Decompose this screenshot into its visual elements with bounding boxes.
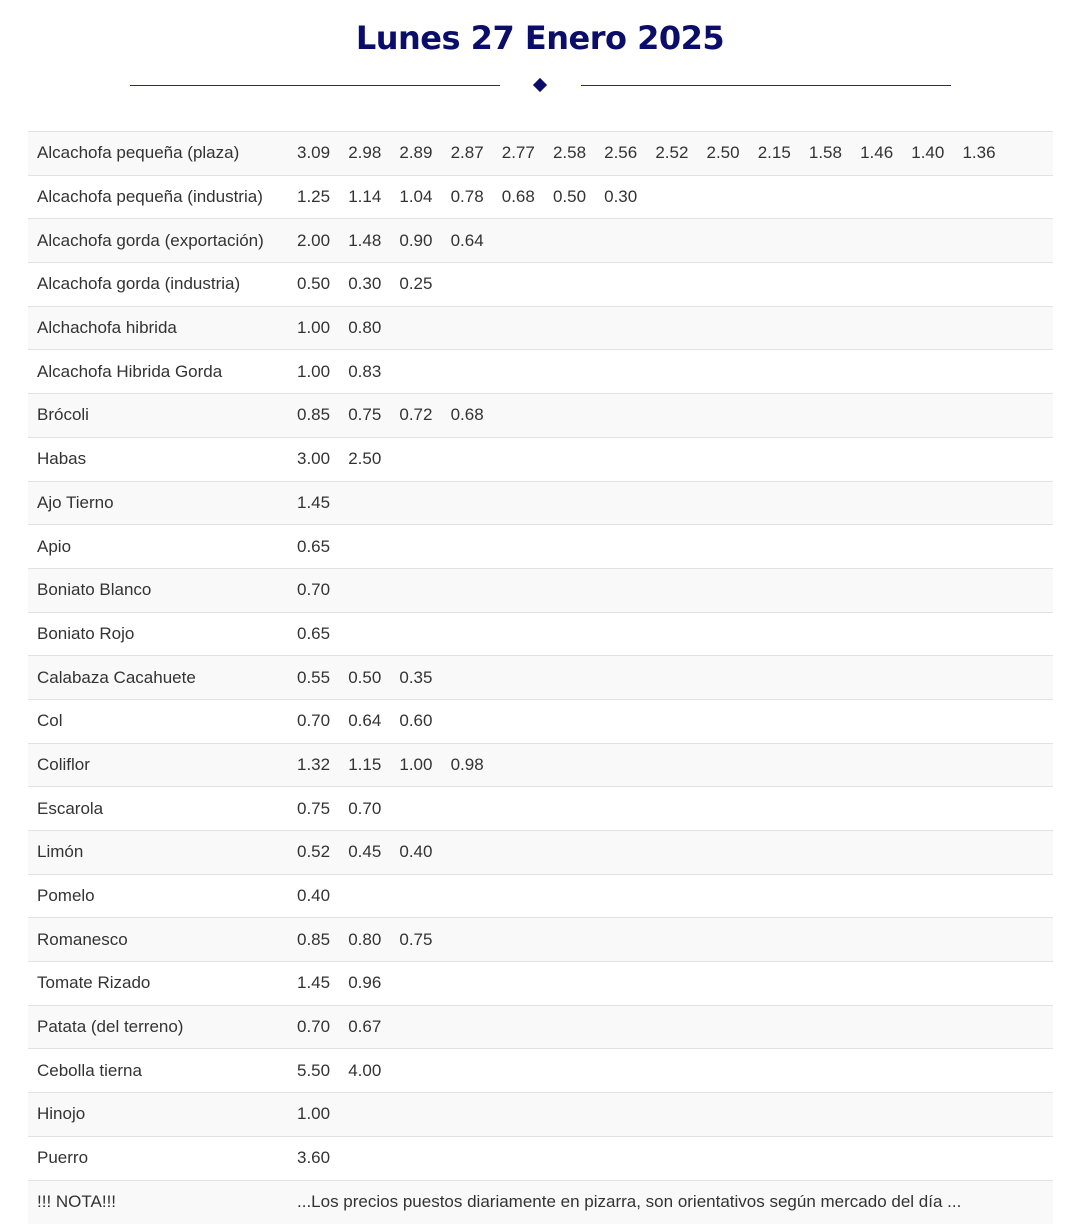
price-value: 0.30 [348, 274, 382, 294]
price-value: 2.52 [655, 143, 689, 163]
price-value: 2.56 [604, 143, 638, 163]
table-row [28, 962, 1053, 1006]
product-name: Calabaza Cacahuete [28, 656, 297, 700]
price-value: 0.50 [552, 187, 587, 207]
price-value: 2.98 [348, 143, 382, 163]
price-list [297, 743, 1053, 787]
table-row [28, 787, 1053, 831]
price-list [297, 219, 1053, 263]
product-name: Alcachofa pequeña (industria) [28, 175, 297, 219]
table-row [28, 437, 1053, 481]
product-name: Alcachofa gorda (industria) [28, 263, 297, 307]
price-value: 2.00 [297, 230, 331, 250]
price-value: 2.50 [706, 143, 740, 163]
price-list [297, 263, 1053, 307]
table-row [28, 175, 1053, 219]
product-name: Boniato Rojo [28, 612, 297, 656]
price-value: 0.78 [450, 187, 484, 207]
price-value: 0.85 [297, 929, 331, 949]
table-row [28, 831, 1053, 875]
price-value: 1.32 [297, 754, 331, 774]
price-value: 1.00 [297, 1104, 331, 1124]
price-list [297, 525, 1053, 569]
diamond-icon [533, 78, 547, 92]
table-row [28, 481, 1053, 525]
price-value: 2.15 [757, 143, 791, 163]
price-value: 2.87 [450, 143, 484, 163]
price-value: 1.45 [297, 973, 331, 993]
price-value: 1.48 [348, 230, 382, 250]
product-name: Alcachofa gorda (exportación) [28, 219, 297, 263]
price-value: 0.68 [450, 405, 484, 425]
table-row [28, 568, 1053, 612]
product-name: Alcachofa Hibrida Gorda [28, 350, 297, 394]
price-value: 0.52 [297, 842, 331, 862]
price-list [297, 437, 1053, 481]
price-value: 0.67 [348, 1017, 382, 1037]
price-value: 0.30 [604, 187, 638, 207]
price-list [297, 350, 1053, 394]
product-name: Coliflor [28, 743, 297, 787]
product-name: Alcachofa pequeña (plaza) [28, 132, 297, 176]
price-value: 0.90 [399, 230, 433, 250]
price-value: 1.45 [297, 492, 331, 512]
product-name: Hinojo [28, 1093, 297, 1137]
product-name: Boniato Blanco [28, 568, 297, 612]
table-row [28, 1005, 1053, 1049]
title-divider-left [130, 85, 500, 86]
price-value: 0.85 [297, 405, 331, 425]
price-list [297, 918, 1053, 962]
price-value: 2.77 [501, 143, 535, 163]
price-value: 3.09 [297, 143, 331, 163]
price-value: 5.50 [297, 1060, 331, 1080]
table-row [28, 219, 1053, 263]
note-label: !!! NOTA!!! [28, 1180, 297, 1224]
price-list [297, 306, 1053, 350]
product-name: Cebolla tierna [28, 1049, 297, 1093]
table-row [28, 394, 1053, 438]
price-value: 0.45 [348, 842, 382, 862]
price-list [297, 1093, 1053, 1137]
price-value: 1.58 [808, 143, 842, 163]
price-value: 0.50 [297, 274, 331, 294]
product-name: Escarola [28, 787, 297, 831]
price-list [297, 656, 1053, 700]
price-value: 1.04 [399, 187, 433, 207]
price-list [297, 175, 1053, 219]
price-table [28, 131, 1053, 1224]
price-value: 1.00 [399, 754, 433, 774]
price-value: 0.25 [399, 274, 433, 294]
price-value: 0.96 [348, 973, 382, 993]
price-value: 0.72 [399, 405, 433, 425]
product-name: Col [28, 699, 297, 743]
page-title: Lunes 27 Enero 2025 [355, 19, 725, 57]
price-list [297, 699, 1053, 743]
price-list [297, 1136, 1053, 1180]
product-name: Limón [28, 831, 297, 875]
price-value: 1.15 [348, 754, 382, 774]
price-list [297, 394, 1053, 438]
table-row [28, 612, 1053, 656]
table-row [28, 350, 1053, 394]
table-row [28, 1136, 1053, 1180]
table-row [28, 918, 1053, 962]
product-name: Pomelo [28, 874, 297, 918]
table-row [28, 306, 1053, 350]
product-name: Alchachofa hibrida [28, 306, 297, 350]
price-value: 0.35 [399, 667, 433, 687]
price-value: 0.64 [450, 230, 484, 250]
price-value: 2.50 [348, 449, 382, 469]
price-list [297, 1049, 1053, 1093]
price-value: 0.65 [297, 623, 331, 643]
product-name: Tomate Rizado [28, 962, 297, 1006]
price-value: 1.25 [297, 187, 331, 207]
table-row [28, 656, 1053, 700]
price-value: 0.55 [297, 667, 331, 687]
price-value: 1.36 [962, 143, 996, 163]
price-value: 0.65 [297, 536, 331, 556]
price-value: 0.70 [297, 711, 331, 731]
price-value: 0.75 [297, 798, 331, 818]
price-value: 1.14 [348, 187, 382, 207]
product-name: Patata (del terreno) [28, 1005, 297, 1049]
table-row [28, 525, 1053, 569]
note-row [28, 1180, 1053, 1224]
price-list [297, 787, 1053, 831]
product-name: Apio [28, 525, 297, 569]
price-value: 3.60 [297, 1148, 331, 1168]
table-row [28, 132, 1053, 176]
price-value: 0.80 [348, 318, 382, 338]
price-value: 2.58 [552, 143, 587, 163]
price-value: 4.00 [348, 1060, 382, 1080]
price-value: 1.00 [297, 361, 331, 381]
price-value: 0.60 [399, 711, 433, 731]
table-row [28, 699, 1053, 743]
note-text: ...Los precios puestos diariamente en pizarra, son orientativos según mercado del día ... [297, 1180, 1053, 1224]
table-row [28, 743, 1053, 787]
price-list [297, 612, 1053, 656]
price-value: 0.40 [399, 842, 433, 862]
product-name: Ajo Tierno [28, 481, 297, 525]
product-name: Brócoli [28, 394, 297, 438]
price-value: 0.75 [348, 405, 382, 425]
table-row [28, 874, 1053, 918]
price-list [297, 831, 1053, 875]
price-value: 2.89 [399, 143, 433, 163]
price-value: 0.75 [399, 929, 433, 949]
price-value: 0.64 [348, 711, 382, 731]
price-value: 0.70 [297, 580, 331, 600]
table-row [28, 1093, 1053, 1137]
table-row [28, 1049, 1053, 1093]
price-value: 0.80 [348, 929, 382, 949]
price-list [297, 874, 1053, 918]
price-list [297, 962, 1053, 1006]
price-value: 0.68 [501, 187, 535, 207]
table-row [28, 263, 1053, 307]
product-name: Puerro [28, 1136, 297, 1180]
price-list [297, 1005, 1053, 1049]
price-value: 0.83 [348, 361, 382, 381]
price-value: 1.46 [860, 143, 894, 163]
price-value: 0.70 [297, 1017, 331, 1037]
product-name: Habas [28, 437, 297, 481]
price-value: 3.00 [297, 449, 331, 469]
price-value: 0.50 [348, 667, 382, 687]
price-value: 1.40 [911, 143, 945, 163]
price-list [297, 132, 1053, 176]
price-list [297, 481, 1053, 525]
price-value: 1.00 [297, 318, 331, 338]
product-name: Romanesco [28, 918, 297, 962]
price-value: 0.98 [450, 754, 484, 774]
price-value: 0.70 [348, 798, 382, 818]
price-list [297, 568, 1053, 612]
price-value: 0.40 [297, 886, 331, 906]
title-divider-right [581, 85, 951, 86]
